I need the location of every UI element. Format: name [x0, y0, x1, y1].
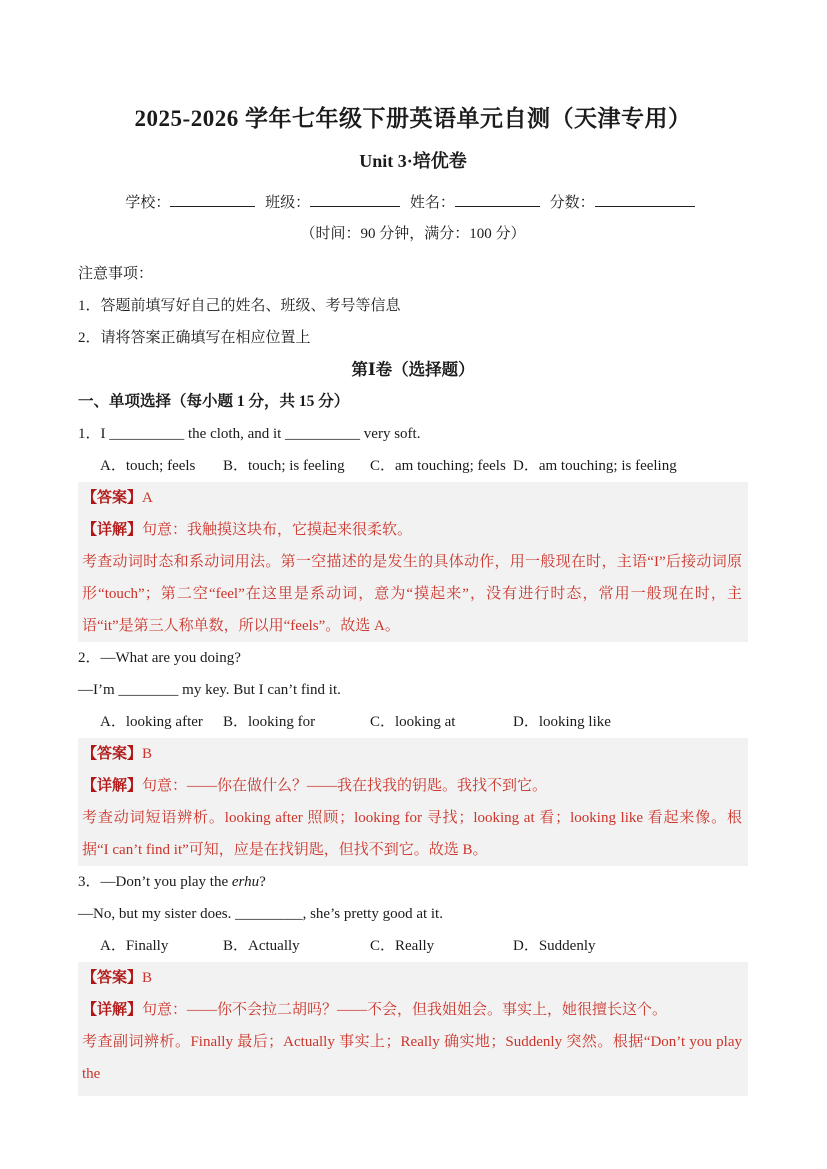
- student-info-row: [78, 192, 748, 214]
- question-2-option-b: B．looking for: [223, 714, 316, 730]
- score-label: 分数：: [549, 195, 595, 211]
- question-1-analysis-text: 考查动词时态和系动词用法。第一空描述的是发生的具体动作，用一般现在时，主语“I”后接动词原形“touch”；第二空“feel”在这里是系动词，意为“摸起来”，没有进行时态，常用一般现在时，主语“it”是第三人称单数，所以用“feels”。故选 A。: [82, 554, 742, 634]
- exam-title: 2025-2026 学年七年级下册英语单元自测（天津专用）: [134, 106, 692, 131]
- question-3-options: [78, 930, 748, 962]
- question-2-options: [78, 706, 748, 738]
- question-3-stem-post: ?: [259, 874, 266, 890]
- name-label: 姓名：: [409, 195, 455, 211]
- question-3-stem-pre: 3．—Don’t you play the: [78, 874, 232, 890]
- detail-label: 【详解】: [82, 1002, 143, 1018]
- section-heading: 一、单项选择（每小题 1 分，共 15 分）: [78, 393, 350, 410]
- question-2-answer-value: B: [142, 746, 153, 762]
- exam-subtitle: Unit 3·培优卷: [359, 151, 467, 171]
- question-2-answer-line: [82, 738, 742, 770]
- question-2-answer-block: [78, 738, 748, 866]
- question-3-option-b: B．Actually: [223, 938, 300, 954]
- question-2-meaning-line: [82, 770, 742, 802]
- volume-heading: 第Ⅰ卷（选择题）: [351, 360, 475, 379]
- question-3-stem-italic-term: erhu: [231, 874, 260, 890]
- question-2-option-a: A．looking after: [100, 714, 203, 730]
- question-2-stem-line-2: —I’m ________ my key. But I can’t find it.: [78, 682, 341, 698]
- name-blank: [455, 192, 540, 207]
- question-3-analysis-text: 考查副词辨析。Finally 最后；Actually 事实上；Really 确实地；Suddenly 突然。根据“Don’t you play the: [82, 1034, 742, 1082]
- answer-label: 【答案】: [82, 490, 143, 506]
- question-1-option-a: A．touch; feels: [100, 458, 196, 474]
- detail-label: 【详解】: [82, 522, 143, 538]
- question-3-meaning-line: [82, 994, 742, 1026]
- question-2-option-c: C．looking at: [370, 714, 456, 730]
- score-blank: [595, 192, 695, 207]
- question-1-stem: 1．I __________ the cloth, and it __________ very soft.: [78, 426, 421, 442]
- question-3-stem-line-2: —No, but my sister does. _________, she’s pretty good at it.: [78, 906, 443, 922]
- question-1-answer-block: [78, 482, 748, 642]
- question-1-option-d: D．am touching; is feeling: [513, 458, 677, 474]
- question-3-meaning-text: 句意：——你不会拉二胡吗？——不会，但我姐姐会。事实上，她很擅长这个。: [142, 1002, 668, 1018]
- question-1-answer-value: A: [142, 490, 153, 506]
- notice-heading: 注意事项：: [78, 266, 154, 282]
- question-1-options: [78, 450, 748, 482]
- time-score-line: （时间：90 分钟，满分：100 分）: [300, 226, 526, 242]
- question-2-option-d: D．looking like: [513, 714, 611, 730]
- school-label: 学校：: [125, 195, 171, 211]
- question-3-option-c: C．Really: [370, 938, 435, 954]
- question-3-answer-block: [78, 962, 748, 1096]
- question-3-answer-line: [82, 962, 742, 994]
- school-blank: [170, 192, 255, 207]
- answer-label: 【答案】: [82, 970, 143, 986]
- class-blank: [310, 192, 400, 207]
- answer-label: 【答案】: [82, 746, 143, 762]
- detail-label: 【详解】: [82, 778, 143, 794]
- question-3-option-d: D．Suddenly: [513, 938, 596, 954]
- notice-item-2: 2．请将答案正确填写在相应位置上: [78, 330, 311, 346]
- question-1-option-b: B．touch; is feeling: [223, 458, 345, 474]
- question-2-analysis-text: 考查动词短语辨析。looking after 照顾；looking for 寻找；looking at 看；looking like 看起来像。根据“I can’t find it”可知，应是在找钥匙，但找不到它。故选 B。: [82, 810, 742, 858]
- question-2-stem-line-1: 2．—What are you doing?: [78, 650, 241, 666]
- notice-item-1: 1．答题前填写好自己的姓名、班级、考号等信息: [78, 298, 401, 314]
- question-3-answer-value: B: [142, 970, 153, 986]
- question-3-option-a: A．Finally: [100, 938, 169, 954]
- question-3-stem-line-1: [78, 866, 748, 898]
- question-2-meaning-text: 句意：——你在做什么？——我在找我的钥匙。我找不到它。: [142, 778, 548, 794]
- question-1-meaning-text: 句意：我触摸这块布，它摸起来很柔软。: [142, 522, 413, 538]
- question-1-answer-line: [82, 482, 742, 514]
- question-1-option-c: C．am touching; feels: [370, 458, 506, 474]
- class-label: 班级：: [265, 195, 311, 211]
- question-1-meaning-line: [82, 514, 742, 546]
